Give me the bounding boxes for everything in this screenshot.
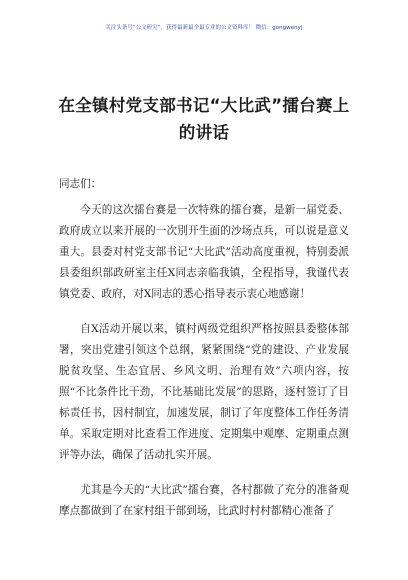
paragraph: 自X活动开展以来，镇村两级党组织严格按照县委整体部署，突出党建引领这个总纲，紧紧围绕“党的建设、产业发展脱贫攻坚、生态宜居、乡风文明、治理有效”六项内容，按照“不比条件比干劲，不比基础比发展”的思路，逐村签订了目标责任书，因村制宜，加速发展，制订了年度整体工作任务清单。采取定期对比查看工作进度、定期集中观摩、定期重点测评等办法，确保了活动扎实开展。 [59,323,349,461]
paragraph: 尤其是今天的“大比武”擂台赛，各村都做了充分的准备观摩点都做到了在家村组干部到场，比武时村村都精心准备了 [59,484,349,517]
document-title: 在全镇村党支部书记“大比武”擂台赛上的讲话 [58,96,350,142]
document-body [59,200,349,536]
header-promo-note: 关注头条号“公文研究”，获得最新最全最专业的公文资料库！ 微信：gongwenyj [105,25,303,31]
paragraph: 今天的这次擂台赛是一次特殊的擂台赛，是新一届党委、政府成立以来开展的一次別开生面的沙场点兵，可以说是意义重大。县委对村党支部书记“大比武”活动高度重视，特别委派县委组织部政研室主任X同志亲临我镇，全程指导，我谨代表镇党委、政府，对X同志的悉心指导表示衷心地感谢！ [59,204,349,300]
salutation: 同志们： [59,178,102,190]
